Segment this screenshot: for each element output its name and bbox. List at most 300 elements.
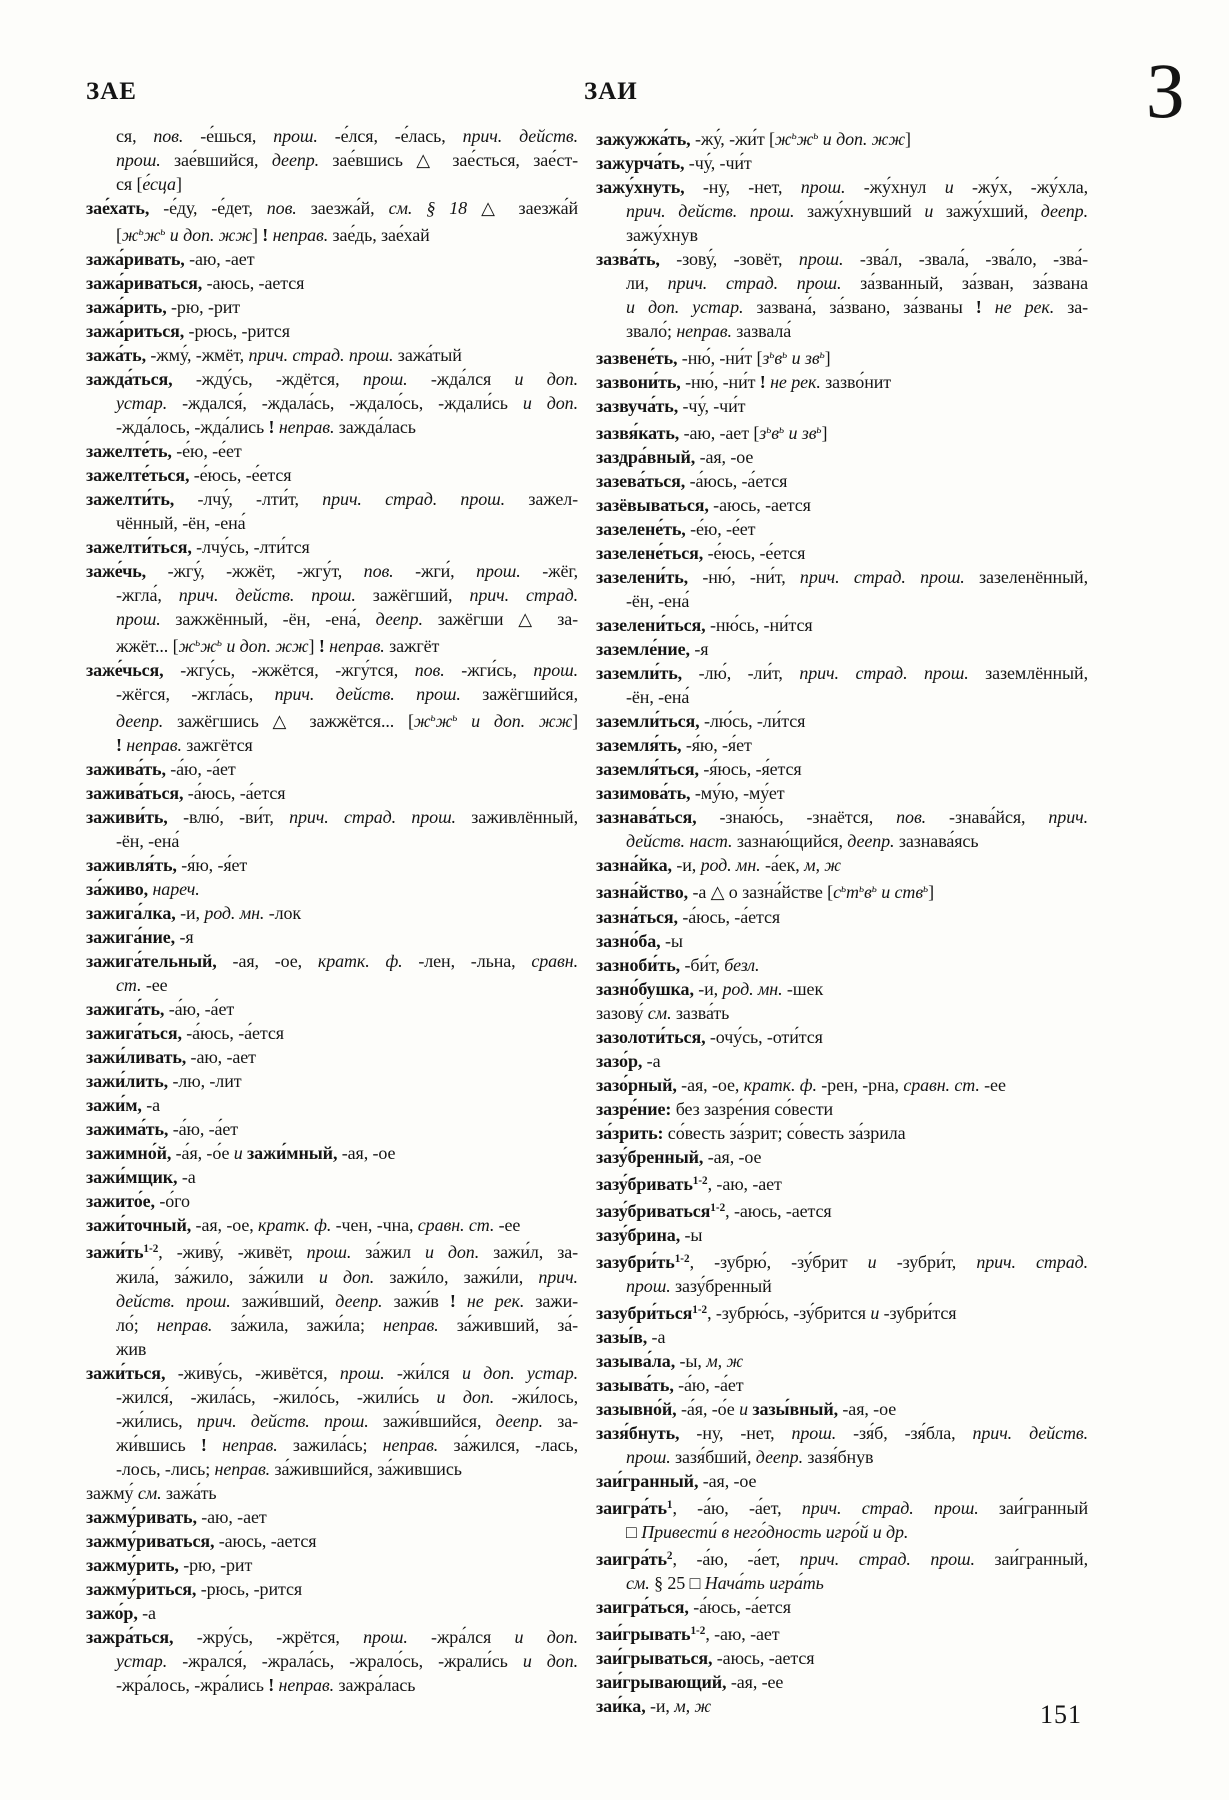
headword-text: зазолоти́ться, [596, 1026, 706, 1047]
entry-text: е́сца [142, 174, 176, 194]
entry-text: -а [642, 1050, 661, 1071]
entry-text: -аю, -ает [196, 1506, 267, 1527]
entry-text: неправ. [383, 1314, 439, 1335]
entry-text: и [867, 1251, 877, 1272]
entry-line [86, 1313, 578, 1337]
entry-text: зажа́ть [161, 1482, 217, 1503]
entry-line [86, 1289, 578, 1313]
dictionary-entry [596, 445, 1088, 469]
entry-line [596, 1298, 1088, 1325]
dictionary-entry [86, 295, 578, 319]
entry-text: , -аю, -ает [707, 1173, 782, 1194]
entry-text: -а́ю, -а́ет [673, 1375, 744, 1395]
entry-line [86, 1021, 578, 1045]
dictionary-entry [86, 1577, 578, 1601]
headword-text: зажра́ться, [86, 1626, 174, 1647]
entry-text: -лю́сь, -ли́тся [699, 711, 806, 732]
entry-text: не рек. [981, 297, 1055, 318]
dictionary-entry [86, 1481, 578, 1505]
entry-line [86, 295, 578, 319]
entry-text: ся, [116, 126, 154, 146]
headword-text: зазу́бривать [596, 1173, 693, 1194]
entry-text: заи́гранный [978, 1498, 1088, 1519]
headword-text: зажу́хнуть, [596, 177, 685, 198]
entry-text: -жрался́, -жрала́сь, -жрало́сь, -жрали́сь [167, 1650, 523, 1671]
entry-text: за́званный, за́зван, за́звана [841, 273, 1089, 294]
entry-text: ж [413, 711, 431, 732]
entry-text: прош. [116, 609, 161, 630]
entry-text: за́живший, за́- [438, 1314, 578, 1335]
entry-text: прош. [626, 1447, 671, 1467]
entry-text: -и, [671, 855, 701, 876]
entry-text: зажила́сь; [277, 1434, 383, 1455]
headword-text: ! [200, 1434, 207, 1455]
entry-text: и [739, 1399, 748, 1419]
dictionary-entry [596, 370, 1088, 394]
entry-text: и доп. жж [221, 636, 309, 657]
entry-text: ж [178, 636, 196, 657]
entry-line [86, 1481, 578, 1505]
headword-text: заигра́ться, [596, 1597, 689, 1618]
headword-text: зажа́рить, [86, 297, 167, 318]
entry-text: ] [572, 711, 579, 732]
entry-line [86, 148, 578, 172]
entry-text: ь [819, 349, 825, 362]
entry-line [596, 343, 1088, 370]
entry-text: ь [160, 226, 166, 238]
dictionary-entry [86, 196, 578, 247]
headword-text: зажа́ть, [86, 345, 146, 366]
entry-line [596, 175, 1088, 199]
entry-text: -жгу́, -жжёт, -жгу́т, [146, 561, 364, 582]
dictionary-entry [86, 463, 578, 487]
entry-line [596, 1247, 1088, 1274]
entry-text: , -а́ю, -а́ет, [672, 1498, 802, 1519]
column-right [596, 124, 1088, 1718]
entry-text: и доп. [514, 1626, 578, 1647]
entry-text: -жги́сь, [444, 660, 534, 681]
dictionary-entry [596, 565, 1088, 613]
entry-line [596, 394, 1088, 418]
entry-text: -е́ю, -е́ет [685, 519, 756, 540]
entry-text: зазвала́ [731, 321, 792, 342]
entry-text: ] [308, 636, 319, 657]
entry-text: зажму́ [86, 1482, 138, 1503]
entry-text: пов. [266, 198, 297, 218]
entry-line [86, 997, 578, 1021]
headword-text: зазелене́ть, [596, 519, 686, 540]
entry-line [596, 319, 1088, 343]
entry-text: деепр. [847, 831, 895, 852]
dictionary-entry [596, 953, 1088, 977]
entry-text: род. мн. [700, 855, 761, 876]
entry-line [86, 901, 578, 925]
entry-line [86, 1117, 578, 1141]
entry-text: безл. [724, 954, 760, 975]
entry-text: зазнава́ясь [894, 831, 979, 852]
entry-line [596, 1493, 1088, 1520]
entry-text: пов. [896, 807, 927, 828]
entry-text: и зв [787, 348, 820, 369]
entry-line [86, 1165, 578, 1189]
entry-line [596, 953, 1088, 977]
entry-text: -а́ю, -а́ет [165, 759, 236, 780]
entry-text: зажёгший, [355, 585, 470, 606]
dictionary-entry [86, 319, 578, 343]
entry-text: -е́лся, -е́лась, [317, 126, 463, 146]
entry-line [596, 733, 1088, 757]
entry-text: см. [647, 1002, 672, 1023]
entry-text: ь [216, 637, 222, 650]
entry-text: -рюсь, -рится [196, 1578, 303, 1599]
entry-text: зажи- [524, 1290, 578, 1311]
headword-text: заигра́ть [596, 1498, 667, 1519]
dictionary-entry [86, 1529, 578, 1553]
entry-text: 1-2 [692, 1174, 708, 1187]
entry-text: зазнаю́щийся, [732, 831, 848, 852]
dictionary-entry [596, 493, 1088, 517]
entry-text: -а́я, -о́е [676, 1399, 740, 1419]
entry-text: -ён, -ена́ [116, 831, 180, 852]
headword-text: заземля́ть, [596, 735, 682, 756]
entry-text: -я [175, 927, 194, 948]
entry-text: 1-2 [710, 1201, 726, 1214]
entry-text: кратк. ф. [317, 951, 403, 972]
entry-text: и доп. жж [818, 129, 905, 150]
dictionary-entry [86, 124, 578, 196]
dictionary-entry [86, 1213, 578, 1237]
entry-text: неправ. [206, 1434, 278, 1455]
entry-line [596, 151, 1088, 175]
entry-line [86, 1337, 578, 1361]
entry-text: -ён, -ена́ [626, 687, 690, 708]
entry-line [596, 1421, 1088, 1445]
entry-text: -я́юсь, -я́ется [698, 759, 802, 780]
entry-line [596, 661, 1088, 685]
entry-text: сравн. ст. [903, 1074, 980, 1095]
dictionary-entry [596, 1670, 1088, 1694]
entry-text: прич. действ. прош. [196, 1410, 369, 1431]
entry-text: и доп. [436, 1386, 495, 1407]
entry-line [596, 613, 1088, 637]
entry-text: зазя́бнув [803, 1447, 874, 1467]
dictionary-entry [596, 1223, 1088, 1247]
entry-text: -аюсь, -ается [712, 1648, 815, 1669]
dictionary-entry [86, 1165, 578, 1189]
headword-text: зажму́ривать, [86, 1506, 197, 1527]
entry-text: -жёгся, -жгла́сь, [116, 684, 275, 705]
entry-text: -жру́сь, -жрётся, [173, 1626, 364, 1647]
entry-text: прош. [798, 249, 844, 270]
entry-text: зажёгши △ за- [422, 609, 578, 630]
headword-text: зазвони́ть, [596, 372, 681, 393]
headword-text: зажа́риться, [86, 321, 185, 342]
entry-text: -ая, -ое [838, 1399, 897, 1419]
entry-text: -ее [494, 1215, 521, 1236]
entry-line [596, 977, 1088, 1001]
entry-text: -очу́сь, -оти́тся [705, 1026, 823, 1047]
entry-text: -аю, -ает [186, 1047, 256, 1068]
dictionary-entry [86, 658, 578, 757]
entry-text: -аю, -ает [184, 249, 255, 270]
entry-line [596, 247, 1088, 271]
entry-text: прич. действ. прош. [274, 684, 461, 705]
entry-text: ] [928, 882, 935, 903]
entry-text: и [924, 201, 934, 222]
entry-text: -жи́лся [384, 1362, 463, 1383]
dictionary-entry [596, 613, 1088, 637]
entry-line [86, 1069, 578, 1093]
entry-line [86, 1649, 578, 1673]
entry-text: □ [626, 1522, 642, 1543]
headword-text: зажелте́ть, [86, 441, 172, 462]
dictionary-entry [596, 394, 1088, 418]
headword-text: за́живо, [86, 879, 149, 900]
dictionary-entry [86, 247, 578, 271]
entry-line [86, 706, 578, 733]
entry-text: , -аюсь, -ается [725, 1200, 832, 1221]
entry-text: -лю́, -ли́т, [682, 663, 800, 684]
entry-text: см. § 18 [388, 198, 468, 218]
entry-line [596, 1619, 1088, 1646]
dictionary-entry [596, 1145, 1088, 1169]
entry-text: зажу́хнувший [794, 201, 925, 222]
entry-text: пов. [153, 126, 184, 146]
headword-text: зажито́е, [86, 1191, 155, 1212]
entry-text: -ее [141, 975, 168, 996]
entry-line [596, 1025, 1088, 1049]
entry-text: и доп. жж [457, 711, 573, 732]
entry-line [596, 541, 1088, 565]
dictionary-entry [596, 733, 1088, 757]
entry-text: ь [858, 883, 865, 896]
entry-text: действ. наст. [626, 831, 733, 852]
headword-text: зажи́мщик, [86, 1167, 178, 1188]
entry-text: Нача́ть игра́ть [704, 1573, 824, 1594]
entry-line [596, 929, 1088, 953]
headword-text: ! [268, 1674, 275, 1695]
entry-text: 2 [666, 1550, 673, 1563]
entry-line [86, 829, 578, 853]
headword-text: зазыва́ла, [596, 1351, 676, 1371]
entry-text: неправ. [324, 636, 385, 657]
entry-text: зазва́ть [671, 1002, 730, 1023]
entry-text: неправ. [274, 1674, 335, 1695]
guide-word-left: ЗАЕ [86, 78, 137, 105]
entry-text: -я́ю, -я́ет [176, 855, 248, 876]
entry-text: -знава́йся, [926, 807, 1049, 828]
headword-text: зажи́лить, [86, 1071, 169, 1092]
dictionary-entry [596, 1493, 1088, 1544]
dictionary-entry [596, 418, 1088, 445]
entry-text: -жёг, [520, 561, 578, 582]
headword-text: заземли́ть, [596, 663, 683, 684]
headword-text: зажива́ть, [86, 759, 166, 780]
dictionary-entry [596, 1421, 1088, 1469]
entry-text: заземлённый, [968, 663, 1088, 684]
dictionary-entry [596, 1397, 1088, 1421]
entry-text: см. [137, 1482, 162, 1503]
dictionary-entry [86, 1117, 578, 1141]
entry-text: -а́я, -о́е [171, 1143, 234, 1164]
entry-line [596, 1073, 1088, 1097]
dictionary-entry [86, 997, 578, 1021]
headword-text: зажи́ливать, [86, 1047, 187, 1068]
entry-text: -зва́л, -звала́, -зва́ло, -зва́- [843, 249, 1088, 270]
headword-text: зажелти́ть, [86, 489, 175, 510]
entry-text: и доп. [424, 1242, 480, 1263]
entry-text: -жгла́, [116, 585, 179, 606]
entry-text: з [759, 423, 767, 444]
entry-text: деепр. [116, 711, 164, 732]
entry-text: зае́вшись △ зае́сться, зае́ст- [319, 150, 578, 170]
headword-text: заживи́ть, [86, 807, 168, 828]
dictionary-entry [596, 1373, 1088, 1397]
entry-text: устар. [116, 393, 168, 414]
entry-line [596, 877, 1088, 904]
entry-text: -ая, -ое, [216, 951, 318, 972]
entry-text: -жда́лось, -жда́лись [116, 417, 269, 438]
entry-text: ло́; [116, 1314, 157, 1335]
entry-text: ь [779, 424, 785, 437]
dictionary-entry [86, 1045, 578, 1069]
headword-text: зазыва́ть, [596, 1375, 674, 1395]
entry-text: неправ. [156, 1314, 213, 1335]
entry-text: -ну, -нет, [684, 177, 801, 198]
entry-text: , -а́ю, -а́ет, [672, 1549, 800, 1570]
entry-line [596, 709, 1088, 733]
entry-text: кратк. ф. [258, 1215, 332, 1236]
entry-line [596, 124, 1088, 151]
entry-text: -а́юсь, -а́ется [181, 1023, 284, 1044]
headword-text: зажужжа́ть, [596, 129, 691, 150]
entry-text: -лось, -лись; [116, 1458, 215, 1479]
entry-text: прош. [362, 369, 408, 390]
headword-text: заживля́ть, [86, 855, 177, 876]
entry-text: пов. [363, 561, 394, 582]
dictionary-entry [596, 1325, 1088, 1349]
entry-text: за́жившийся, за́жившись [270, 1458, 462, 1479]
dictionary-entry [596, 1646, 1088, 1670]
entry-line [86, 247, 578, 271]
column-left [86, 124, 578, 1718]
entry-line [596, 1670, 1088, 1694]
entry-text: прош. [791, 1423, 837, 1443]
entry-text: и доп. [514, 369, 578, 390]
entry-line [86, 781, 578, 805]
entry-text: неправ. [214, 1458, 271, 1479]
entry-text: -ы [680, 1224, 703, 1245]
entry-text: -чу́, -чи́т [684, 153, 752, 174]
entry-text: зажёгшись △ зажжётся... [ [163, 711, 414, 732]
entry-text: -а́юсь, -а́ется [685, 471, 788, 492]
entry-text: ж [121, 225, 139, 246]
entry-text: -жгу́сь, -жжётся, -жгу́тся, [163, 660, 415, 681]
headword-text: зазре́ние: [596, 1098, 672, 1119]
entry-text: прич. страд. прош. [799, 567, 965, 588]
entry-line [86, 925, 578, 949]
entry-text: -ая, -ое, [191, 1215, 259, 1236]
headword-text: ! [449, 1290, 456, 1311]
headword-text: зазимова́ть, [596, 783, 691, 804]
entry-text: -а [137, 1602, 156, 1623]
entry-line [86, 1213, 578, 1237]
entry-text: -чу́, -чи́т [678, 396, 746, 417]
headword-text: зажелте́ться, [86, 465, 190, 486]
entry-text: ] [904, 129, 911, 150]
entry-text: -жра́лось, -жра́лись [116, 1674, 269, 1695]
entry-text: прич. действ. [972, 1423, 1089, 1443]
entry-text: -би́т, [680, 954, 725, 975]
entry-line [596, 829, 1088, 853]
entry-line [86, 733, 578, 757]
entry-text: -лю, -лит [168, 1071, 242, 1092]
entry-line [596, 1520, 1088, 1544]
entry-text: -е́шься, [183, 126, 274, 146]
headword-text: зажда́ться, [86, 369, 173, 390]
entry-line [596, 445, 1088, 469]
entry-text: -а́ю, -а́ет [168, 1119, 239, 1140]
entry-text: -ая, -ое [337, 1143, 396, 1164]
entry-text: -жился́, -жила́сь, -жило́сь, -жили́сь [116, 1386, 437, 1407]
headword-text: зазу́бренный, [596, 1146, 704, 1167]
headword-text: зазёвываться, [596, 495, 709, 516]
guide-word-right: ЗАИ [584, 78, 638, 105]
dictionary-entry [86, 877, 578, 901]
entry-text: -жу́, -жи́т [ [690, 129, 775, 150]
entry-text: -ая, -ее [726, 1672, 784, 1693]
entry-text: -жду́сь, -ждётся, [172, 369, 363, 390]
headword-text: зазо́р, [596, 1050, 643, 1071]
dictionary-entry [596, 757, 1088, 781]
dictionary-entry [86, 853, 578, 877]
entry-text: и доп. [318, 1266, 375, 1287]
headword-text: заземле́ние, [596, 639, 690, 660]
entry-text: 1-2 [690, 1625, 706, 1638]
dictionary-entry [596, 1469, 1088, 1493]
entry-text: зазя́бший, [670, 1447, 756, 1467]
entry-text: ж [435, 711, 453, 732]
entry-text: -а́ю, -а́ет [164, 999, 235, 1020]
headword-text: заи́грывающий, [596, 1672, 727, 1693]
entry-line [596, 1445, 1088, 1469]
dictionary-entry [596, 661, 1088, 709]
entry-line [86, 1265, 578, 1289]
headword-text: зазелени́ть, [596, 567, 689, 588]
headword-text: зазна́йка, [596, 855, 672, 876]
entry-text: ь [813, 130, 819, 142]
entry-line [86, 391, 578, 415]
entry-text: -рю, -рит [166, 297, 241, 318]
entry-text: и доп. жж [165, 225, 252, 246]
entry-line [596, 1349, 1088, 1373]
headword-text: зажима́ть, [86, 1119, 169, 1140]
entry-line [86, 853, 578, 877]
entry-line [86, 319, 578, 343]
entry-text: в [774, 348, 783, 369]
headword-text: зазева́ться, [596, 471, 686, 492]
entry-text: -аю, -ает [ [679, 423, 760, 444]
entry-text: в [771, 423, 779, 444]
entry-line [86, 1093, 578, 1117]
dictionary-entry [596, 1073, 1088, 1097]
entry-text: -ая, -ое, [676, 1074, 744, 1095]
entry-text: -ну, -нет, [679, 1423, 792, 1443]
headword-text: зазу́бриваться [596, 1200, 711, 1221]
entry-line [596, 685, 1088, 709]
entry-text: чённый, -ён, -ена́ [116, 513, 246, 534]
entry-text: за́жил [351, 1242, 425, 1263]
